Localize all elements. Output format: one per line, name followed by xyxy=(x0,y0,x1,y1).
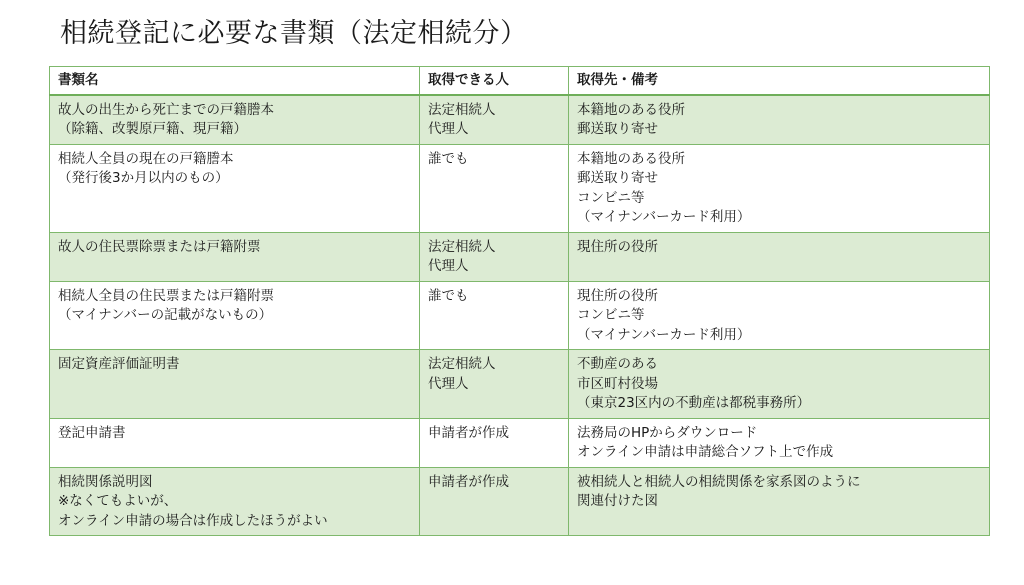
table-row xyxy=(50,281,990,350)
table-row xyxy=(50,350,990,419)
table-row xyxy=(50,232,990,281)
table-row xyxy=(50,95,990,145)
obtainable-by-cell: 誰でも xyxy=(420,144,569,232)
document-cell: 相続人全員の住民票または戸籍附票 （マイナンバーの記載がないもの） xyxy=(50,281,420,350)
table-header-row xyxy=(50,67,990,95)
column-header-source-notes: 取得先・備考 xyxy=(569,67,990,95)
obtainable-by-cell: 法定相続人 代理人 xyxy=(420,95,569,145)
source-notes-cell: 現住所の役所 コンビニ等 （マイナンバーカード利用） xyxy=(569,281,990,350)
obtainable-by-cell: 法定相続人 代理人 xyxy=(420,232,569,281)
document-cell: 固定資産評価証明書 xyxy=(50,350,420,419)
source-notes-cell: 本籍地のある役所 郵送取り寄せ xyxy=(569,95,990,145)
table-row xyxy=(50,144,990,232)
source-notes-cell: 法務局のHPからダウンロード オンライン申請は申請総合ソフト上で作成 xyxy=(569,418,990,467)
document-cell: 故人の住民票除票または戸籍附票 xyxy=(50,232,420,281)
document-cell: 登記申請書 xyxy=(50,418,420,467)
obtainable-by-cell: 誰でも xyxy=(420,281,569,350)
document-cell: 故人の出生から死亡までの戸籍謄本 （除籍、改製原戸籍、現戸籍） xyxy=(50,95,420,145)
page-title: 相続登記に必要な書類（法定相続分） xyxy=(60,18,528,49)
source-notes-cell: 被相続人と相続人の相続関係を家系図のように 関連付けた図 xyxy=(569,467,990,536)
obtainable-by-cell: 申請者が作成 xyxy=(420,418,569,467)
table-row xyxy=(50,418,990,467)
source-notes-cell: 現住所の役所 xyxy=(569,232,990,281)
documents-table xyxy=(49,66,990,536)
source-notes-cell: 本籍地のある役所 郵送取り寄せ コンビニ等 （マイナンバーカード利用） xyxy=(569,144,990,232)
document-cell: 相続関係説明図 ※なくてもよいが、 オンライン申請の場合は作成したほうがよい xyxy=(50,467,420,536)
source-notes-cell: 不動産のある 市区町村役場 （東京23区内の不動産は都税事務所） xyxy=(569,350,990,419)
document-cell: 相続人全員の現在の戸籍謄本 （発行後3か月以内のもの） xyxy=(50,144,420,232)
column-header-obtainable-by: 取得できる人 xyxy=(420,67,569,95)
obtainable-by-cell: 法定相続人 代理人 xyxy=(420,350,569,419)
obtainable-by-cell: 申請者が作成 xyxy=(420,467,569,536)
column-header-document: 書類名 xyxy=(50,67,420,95)
table-row xyxy=(50,467,990,536)
